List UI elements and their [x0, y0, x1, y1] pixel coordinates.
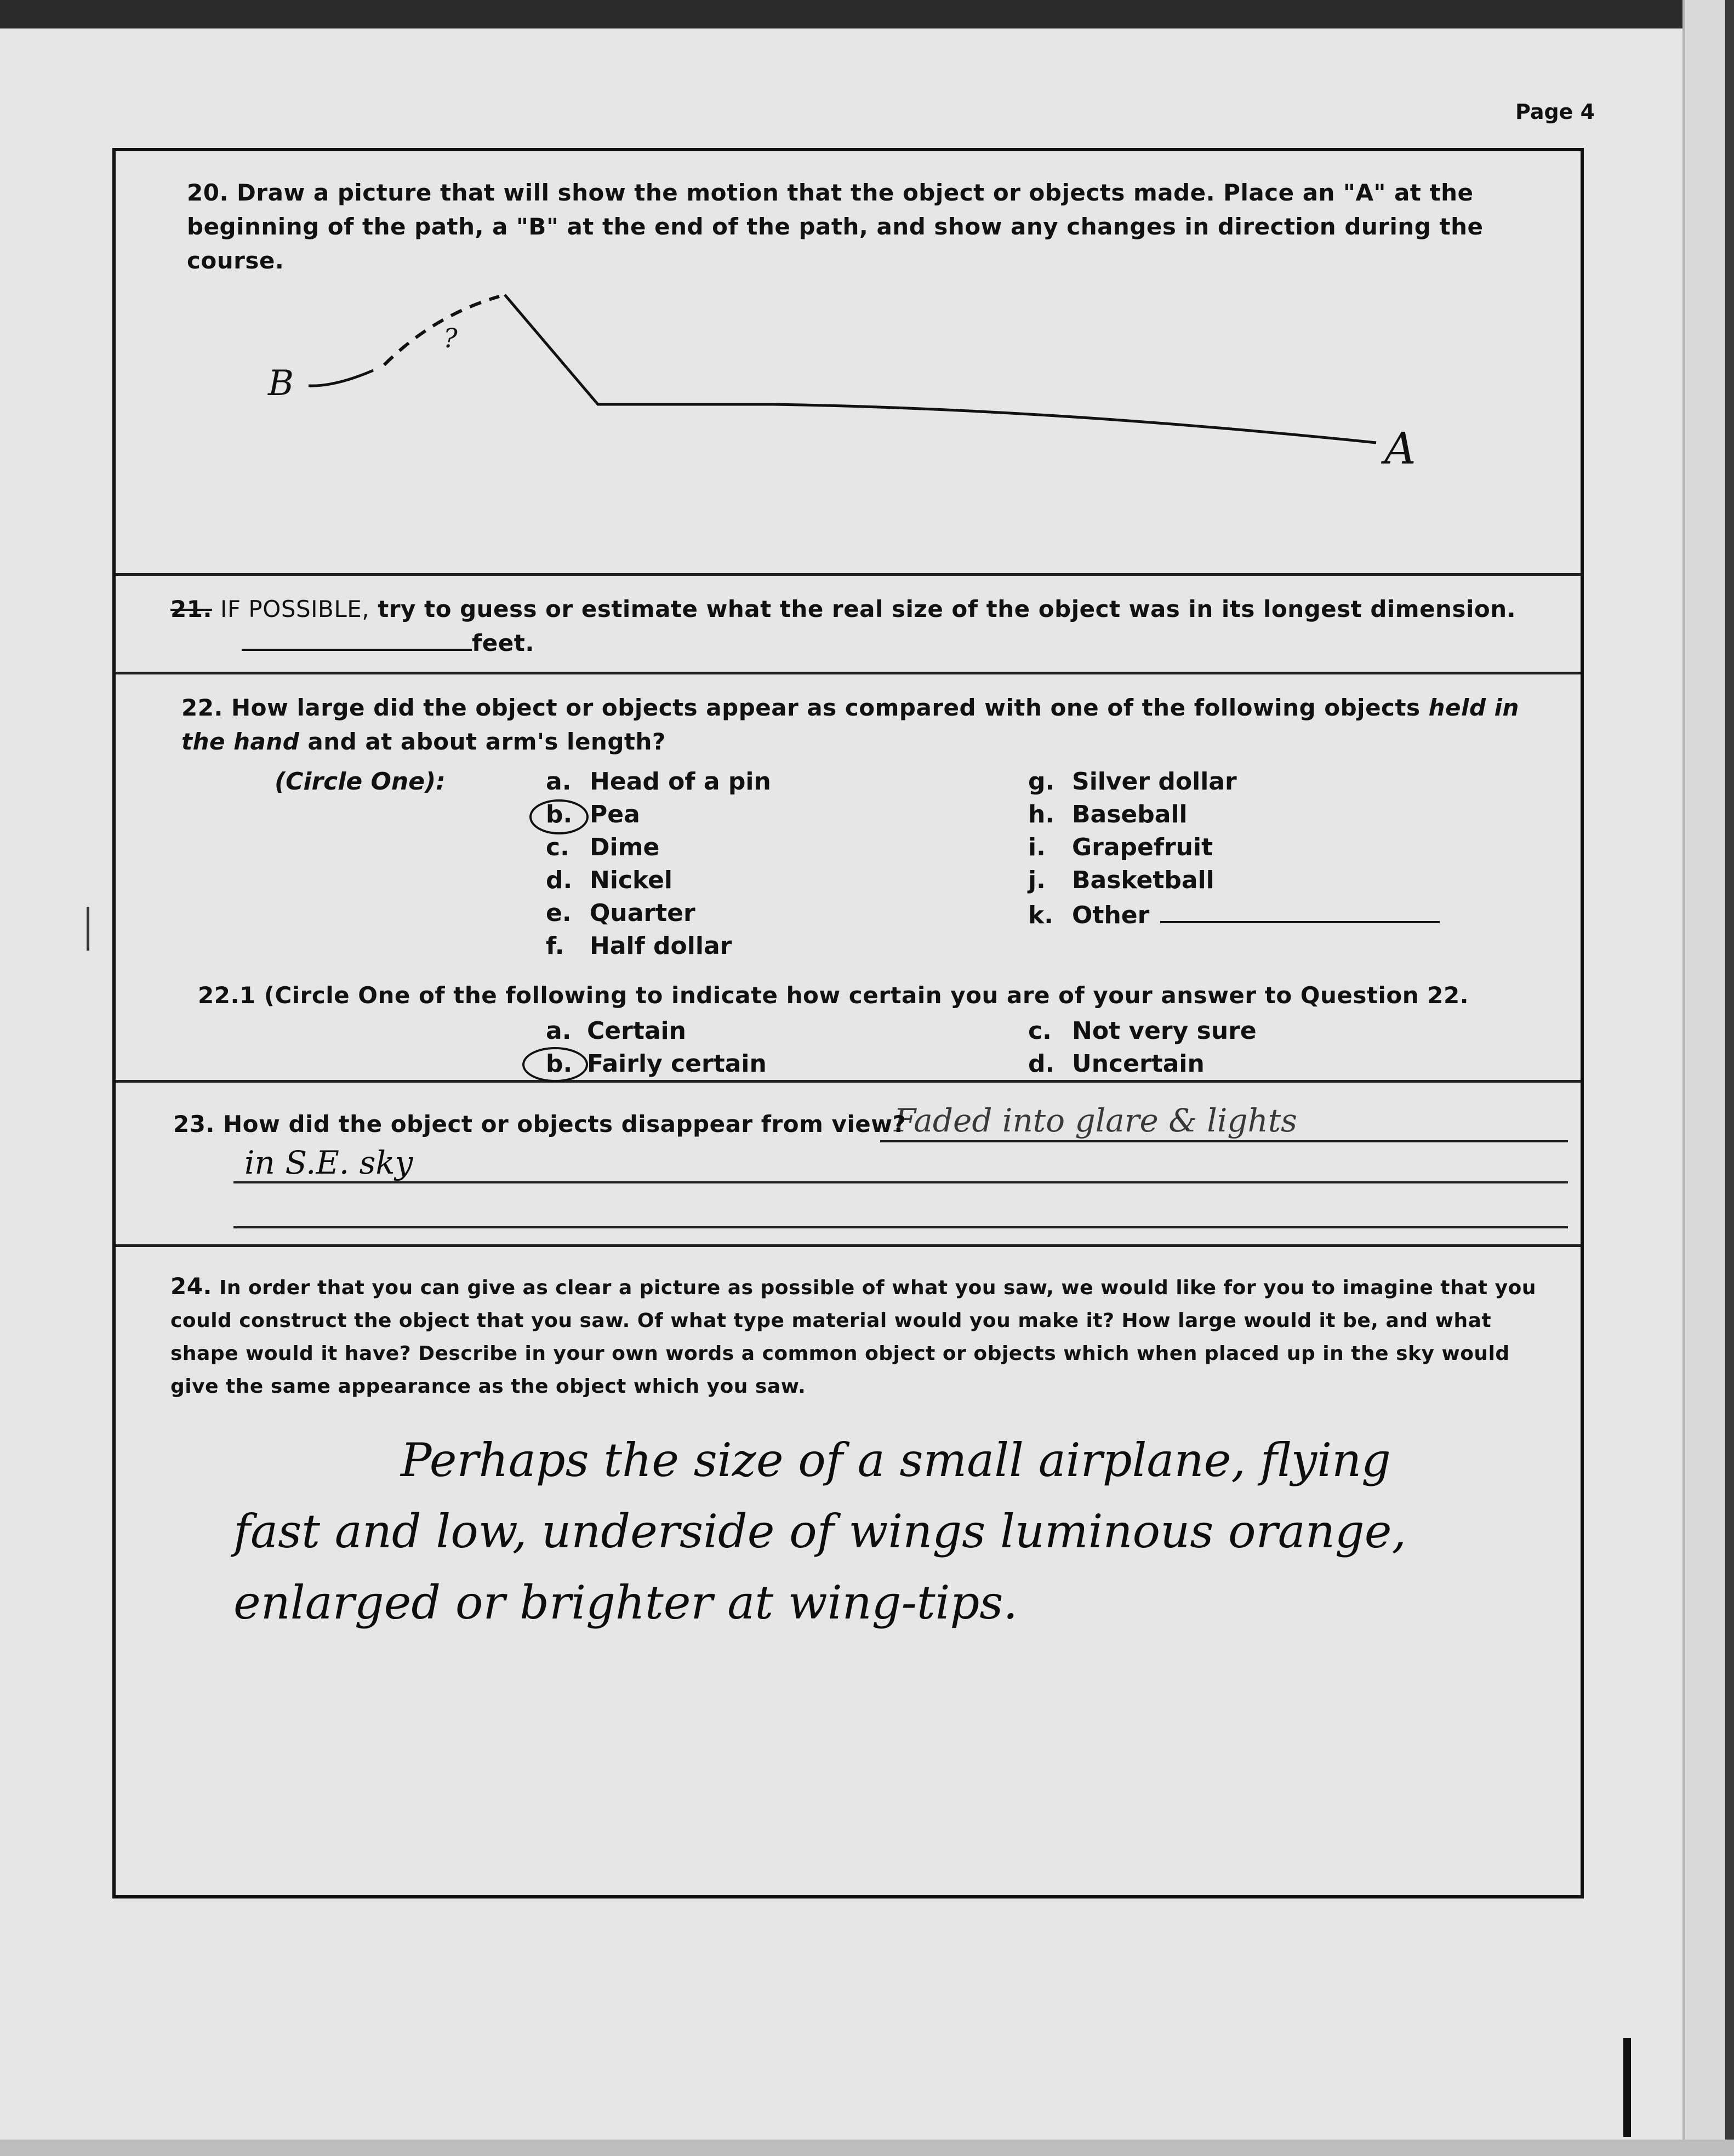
certainty-option-b[interactable]: b. Fairly certain [546, 1050, 767, 1078]
question-number: 24. [170, 1273, 212, 1300]
question-21-section [116, 576, 1581, 674]
question-24-text [170, 1270, 1562, 1403]
question-prompt-italic: held in the hand [181, 694, 1519, 755]
scan-top-edge [0, 0, 1734, 28]
selection-circle [529, 799, 589, 834]
question-prompt: How large did the object or objects appear as compared with one of the following objects [231, 694, 1421, 721]
option-i[interactable]: i. Grapefruit [1028, 833, 1213, 861]
question-22-text [181, 691, 1524, 759]
handwritten-answer-line-2: fast and low, underside of wings luminous orange, [233, 1505, 1407, 1558]
option-g[interactable]: g. Silver dollar [1028, 768, 1237, 796]
size-unit: feet. [472, 630, 534, 656]
path-start-label: A [1384, 423, 1416, 474]
answer-line [233, 1181, 1568, 1183]
question-number: 21. [170, 596, 212, 622]
page-number: Page 4 [1515, 100, 1595, 124]
question-number: 22.1 [198, 982, 256, 1009]
option-k[interactable]: k. Other [1028, 899, 1440, 929]
certainty-option-d[interactable]: d. Uncertain [1028, 1050, 1205, 1078]
motion-path-line [309, 370, 373, 386]
handwritten-answer-line-1: Perhaps the size of a small airplane, flying [401, 1433, 1391, 1487]
other-blank[interactable] [1160, 899, 1440, 923]
question-prompt: How did the object or objects disappear from view? [223, 1111, 906, 1137]
question-20-section [116, 151, 1581, 576]
question-22-section [116, 674, 1581, 1083]
scan-right-edge [1725, 0, 1734, 2156]
scan-mark [87, 907, 89, 951]
path-question-mark: ? [443, 323, 458, 354]
question-number: 23. [173, 1111, 215, 1137]
answer-line [233, 1226, 1568, 1228]
motion-path-line [505, 295, 1376, 443]
question-number: 22. [181, 694, 223, 721]
path-end-label: B [268, 363, 294, 404]
question-prompt: In order that you can give as clear a picture as possible of what you saw, we would like for you to imagine that you could construct the object that you saw. Of what type material would you make it? How large would it be, and what shape would it have? Describe in your own words a common object or objects which when placed up in the sky would give the same appearance as the object which you saw. [170, 1277, 1536, 1398]
question-emphasis: IF POSSIBLE, [220, 596, 370, 622]
question-23-section [116, 1083, 1581, 1247]
option-d[interactable]: d. Nickel [546, 866, 672, 894]
option-f[interactable]: f. Half dollar [546, 932, 732, 960]
certainty-option-c[interactable]: c. Not very sure [1028, 1017, 1257, 1045]
question-number: 20. [187, 179, 229, 206]
option-b[interactable]: b. Pea [546, 800, 640, 828]
question-24-section [116, 1247, 1581, 1896]
question-23-text [173, 1107, 906, 1141]
option-c[interactable]: c. Dime [546, 833, 660, 861]
handwritten-answer-line-2: in S.E. sky [244, 1144, 413, 1181]
question-22-1-text [198, 979, 1541, 1013]
answer-line [880, 1140, 1568, 1142]
size-answer-line [242, 626, 534, 660]
certainty-option-a[interactable]: a. Certain [546, 1017, 686, 1045]
circle-one-instruction: (Circle One): [275, 768, 446, 796]
question-prompt: Draw a picture that will show the motion that the object or objects made. Place an "A" at the beginning of the path, a "B" at the end of the path, and show any changes in direction during the course. [187, 179, 1484, 274]
question-prompt: and at about arm's length? [307, 728, 666, 755]
handwritten-answer-line-1: Faded into glare & lights [894, 1102, 1297, 1139]
question-21-text [170, 592, 1541, 626]
option-j[interactable]: j. Basketball [1028, 866, 1214, 894]
option-h[interactable]: h. Baseball [1028, 800, 1188, 828]
motion-path-dashed [384, 296, 499, 365]
option-e[interactable]: e. Quarter [546, 899, 695, 927]
questionnaire-form [112, 148, 1584, 1898]
selection-circle [522, 1047, 588, 1082]
scan-bottom-edge [0, 2140, 1734, 2156]
handwritten-answer-line-3: enlarged or brighter at wing-tips. [233, 1576, 1018, 1629]
question-prompt: (Circle One of the following to indicate how certain you are of your answer to Question 22. [264, 982, 1469, 1009]
size-blank[interactable] [242, 627, 472, 651]
option-a[interactable]: a. Head of a pin [546, 768, 771, 796]
motion-path-drawing [116, 151, 1581, 573]
question-prompt: try to guess or estimate what the real size of the object was in its longest dimension. [378, 596, 1516, 622]
scan-mark [1623, 2038, 1631, 2137]
